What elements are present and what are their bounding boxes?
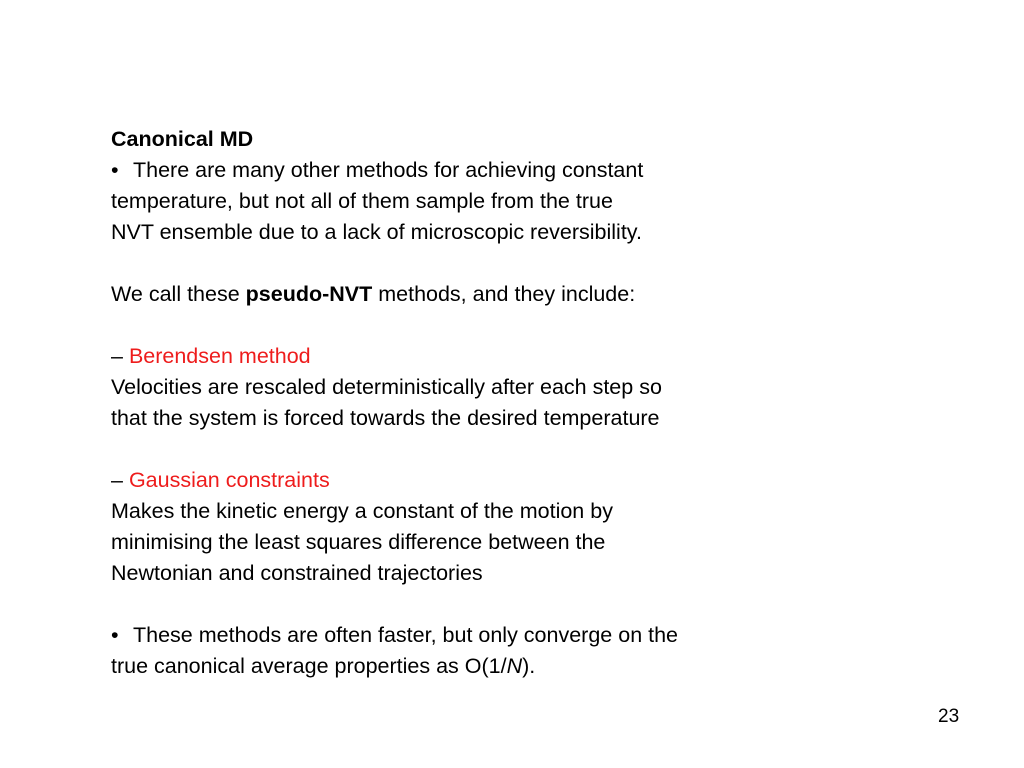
closing-text-2-after: ). — [522, 654, 536, 678]
bullet: • — [111, 158, 119, 182]
closing-line-1 — [111, 620, 811, 651]
bullet: • — [111, 623, 119, 647]
method-name-berendsen: Berendsen method — [128, 344, 311, 368]
berendsen-desc-line-2: that the system is forced towards the desired temperature — [111, 406, 660, 430]
call-line — [111, 279, 811, 310]
closing-text-1: These methods are often faster, but only converge on the — [133, 623, 679, 647]
berendsen-desc-line-1: Velocities are rescaled deterministically after each step so — [111, 375, 662, 399]
call-line-after: methods, and they include: — [372, 282, 636, 306]
closing-text-2-before: true canonical average properties as O(1/ — [111, 654, 507, 678]
spacer — [111, 248, 811, 279]
spacer — [111, 434, 811, 465]
gaussian-desc-line-3: Newtonian and constrained trajectories — [111, 561, 483, 585]
page-number: 23 — [938, 706, 960, 727]
closing-line-2 — [111, 651, 811, 682]
method-name-gaussian: Gaussian constraints — [128, 468, 330, 492]
intro-line-1 — [111, 155, 811, 186]
pseudo-nvt-term: pseudo-NVT — [245, 282, 373, 306]
gaussian-desc-line-2: minimising the least squares difference between the — [111, 530, 606, 554]
method-heading-gaussian — [111, 465, 811, 496]
spacer — [111, 589, 811, 620]
dash: – — [111, 468, 129, 492]
dash: – — [111, 344, 129, 368]
method-heading-berendsen — [111, 341, 811, 372]
intro-line-3: NVT ensemble due to a lack of microscopic reversibility. — [111, 220, 642, 244]
call-line-before: We call these — [111, 282, 246, 306]
gaussian-desc-line-1: Makes the kinetic energy a constant of the motion by — [111, 499, 613, 523]
closing-italic-n: N — [506, 654, 523, 678]
intro-text-1: There are many other methods for achieving constant — [133, 158, 644, 182]
slide-heading: Canonical MD — [111, 127, 254, 151]
slide-content — [111, 124, 811, 682]
intro-line-2: temperature, but not all of them sample from the true — [111, 189, 613, 213]
spacer — [111, 310, 811, 341]
